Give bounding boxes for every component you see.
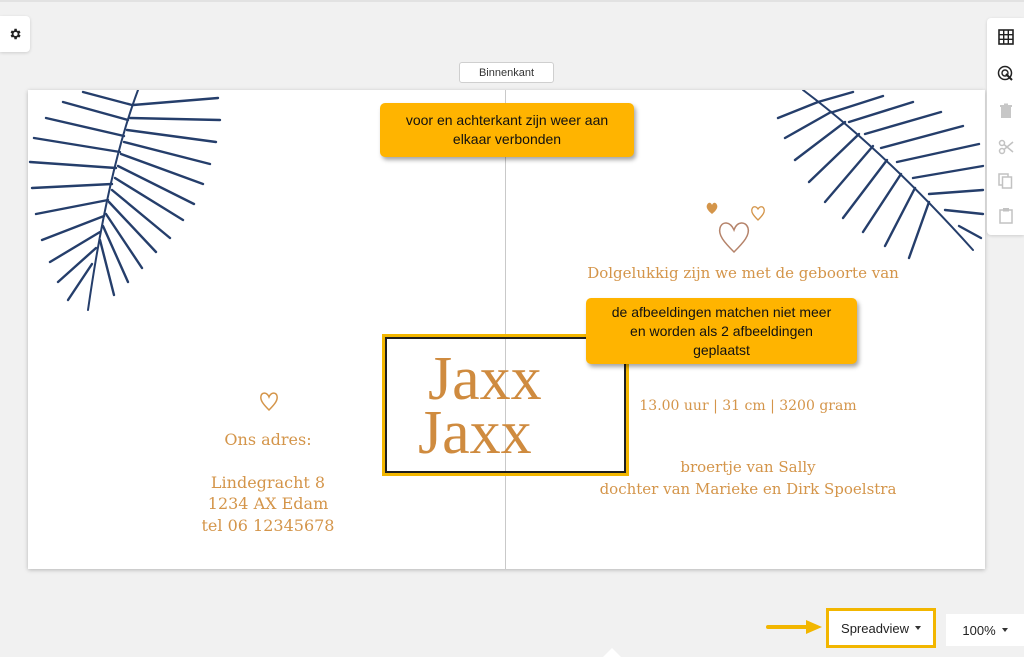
editor-toolbar (987, 18, 1024, 235)
copy-icon (998, 173, 1013, 189)
address-phone: tel 06 12345678 (201, 516, 335, 535)
annotation-callout-top (380, 103, 634, 157)
gear-icon (8, 27, 22, 41)
paste-icon (999, 207, 1013, 224)
card-spread[interactable] (28, 90, 985, 569)
annotation-callout-middle (586, 298, 857, 364)
address-postal: 1234 AX Edam (207, 494, 329, 513)
address-street: Lindegracht 8 (210, 473, 326, 492)
hearts-decoration-icon (704, 200, 770, 256)
view-mode-dropdown[interactable] (826, 608, 936, 648)
settings-button[interactable] (0, 16, 30, 52)
trash-icon (999, 103, 1013, 119)
name-image-left[interactable]: Jaxx (418, 399, 532, 467)
callout-line: en worden als 2 afbeeldingen (630, 322, 813, 339)
select-button[interactable] (987, 58, 1024, 88)
arrow-annotation-icon (766, 618, 824, 636)
birth-details-text: 13.00 uur | 31 cm | 3200 gram (639, 398, 857, 414)
callout-line: de afbeeldingen matchen niet meer (611, 303, 832, 320)
caret-down-icon (915, 626, 921, 630)
sibling-text: broertje van Sally (680, 458, 816, 476)
zoom-label: 100% (962, 622, 996, 638)
view-mode-label: Spreadview (841, 620, 909, 636)
top-border (0, 0, 1024, 2)
birth-intro-text: Dolgelukkig zijn we met de geboorte van (587, 264, 899, 282)
fold-line (505, 90, 506, 569)
callout-line: geplaatst (693, 341, 750, 358)
bottom-panel-toggle[interactable] (603, 648, 621, 657)
grid-button[interactable] (987, 22, 1024, 52)
page-tab-binnenkant[interactable]: Binnenkant (459, 62, 554, 83)
parents-text: dochter van Marieke en Dirk Spoelstra (599, 480, 897, 498)
cut-button[interactable] (987, 132, 1024, 162)
palm-leaf-left-image (28, 90, 228, 315)
caret-down-icon (1002, 628, 1008, 632)
heart-icon (259, 390, 279, 412)
callout-line: voor en achterkant zijn weer aan (405, 112, 609, 128)
target-icon (997, 65, 1014, 82)
callout-line: elkaar verbonden (452, 131, 562, 147)
delete-button[interactable] (987, 96, 1024, 126)
paste-button[interactable] (987, 200, 1024, 230)
grid-icon (998, 29, 1014, 45)
copy-button[interactable] (987, 166, 1024, 196)
palm-leaf-right-image (773, 90, 985, 265)
scissors-icon (998, 139, 1014, 155)
zoom-dropdown[interactable] (946, 614, 1024, 646)
address-heading: Ons adres: (224, 430, 312, 449)
name-image-right[interactable]: Jaxx (428, 345, 542, 413)
